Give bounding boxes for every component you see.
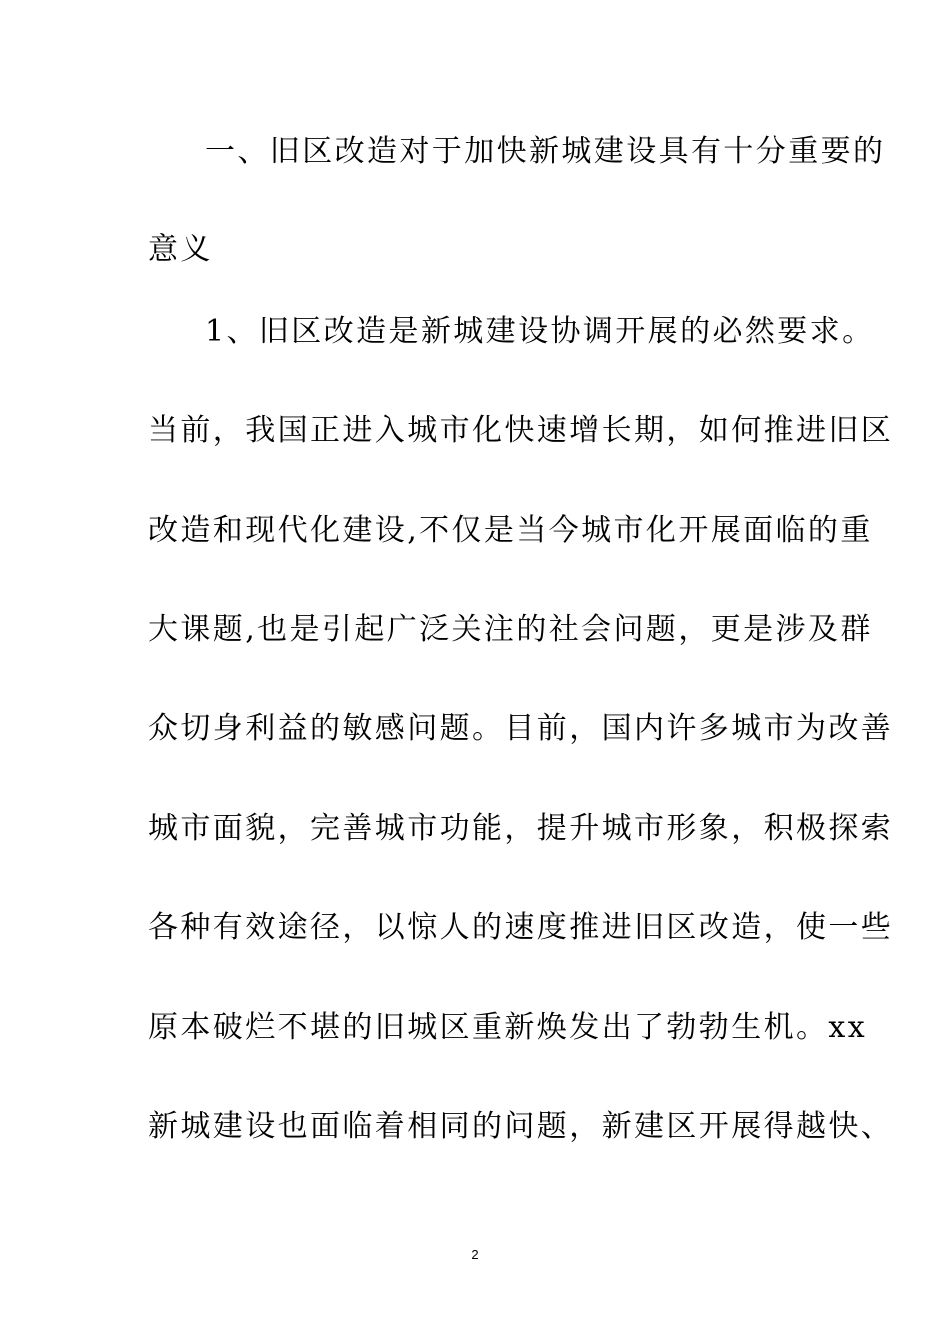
paragraph-line: 改造和现代化建设,不仅是当今城市化开展面临的重 [148, 513, 873, 548]
paragraph-line: 城市面貌，完善城市功能，提升城市形象，积极探索 [148, 811, 894, 846]
page-number: 2 [471, 1247, 479, 1262]
paragraph-line: 众切身利益的敏感问题。目前，国内许多城市为改善 [148, 711, 894, 746]
paragraph-line: 1、旧区改造是新城建设协调开展的必然要求。 [205, 314, 875, 349]
paragraph-line: 大课题,也是引起广泛关注的社会问题，更是涉及群 [148, 612, 873, 647]
section-heading-line-2: 意义 [148, 232, 213, 267]
paragraph-line: 新城建设也面临着相同的问题，新建区开展得越快、 [148, 1109, 894, 1144]
paragraph-line: 当前，我国正进入城市化快速增长期，如何推进旧区 [148, 413, 894, 448]
section-heading-line-1: 一、旧区改造对于加快新城建设具有十分重要的 [205, 134, 886, 169]
paragraph-line: 原本破烂不堪的旧城区重新焕发出了勃勃生机。xx [148, 1010, 868, 1045]
paragraph-line: 各种有效途径，以惊人的速度推进旧区改造，使一些 [148, 910, 894, 945]
